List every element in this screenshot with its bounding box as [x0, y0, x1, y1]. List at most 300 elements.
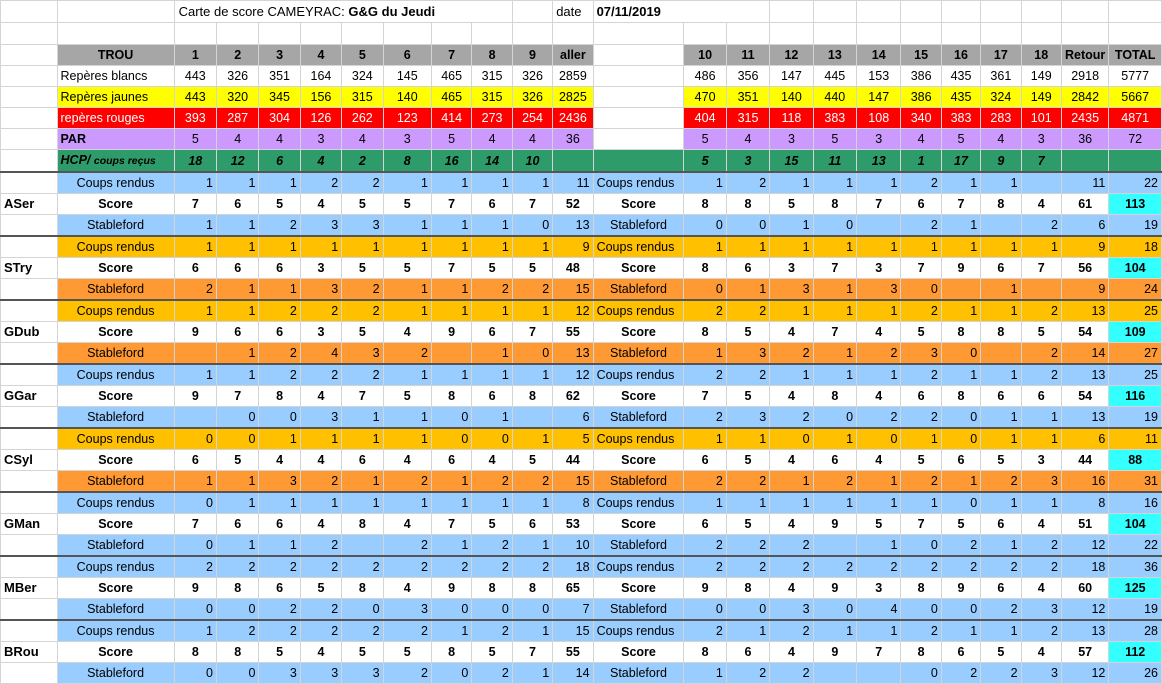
- coups-aller[interactable]: 12: [553, 364, 593, 386]
- coups-value[interactable]: 1: [512, 172, 552, 194]
- hcp-label[interactable]: [57, 150, 174, 173]
- tee-distance[interactable]: 273: [472, 108, 512, 129]
- empty-cell[interactable]: [342, 23, 383, 45]
- coups-value[interactable]: 1: [941, 364, 980, 386]
- stableford-label[interactable]: Stableford: [593, 279, 684, 301]
- stableford-value[interactable]: 1: [472, 215, 512, 237]
- coups-value[interactable]: 1: [472, 300, 512, 322]
- coups-value[interactable]: 2: [684, 364, 726, 386]
- stableford-value[interactable]: 1: [342, 471, 383, 493]
- stableford-value[interactable]: [512, 407, 552, 429]
- coups-value[interactable]: 1: [857, 300, 901, 322]
- coups-rendus-label[interactable]: Coups rendus: [57, 172, 174, 194]
- coups-value[interactable]: 1: [857, 364, 901, 386]
- stableford-value[interactable]: 0: [941, 407, 980, 429]
- tee-distance[interactable]: 147: [857, 87, 901, 108]
- tee-distance[interactable]: 361: [981, 66, 1021, 87]
- coups-value[interactable]: 1: [813, 300, 856, 322]
- par-aller[interactable]: 36: [553, 129, 593, 150]
- stableford-value[interactable]: [813, 663, 856, 684]
- stableford-value[interactable]: 2: [300, 471, 341, 493]
- stableford-total[interactable]: 19: [1109, 407, 1162, 429]
- coups-value[interactable]: 1: [383, 492, 431, 514]
- hcp-value[interactable]: 11: [813, 150, 856, 173]
- empty-cell[interactable]: [1061, 1, 1108, 23]
- tee-total[interactable]: 5777: [1109, 66, 1162, 87]
- stableford-value[interactable]: 2: [259, 343, 300, 365]
- empty-cell[interactable]: [1, 556, 58, 578]
- tee-distance[interactable]: 351: [726, 87, 769, 108]
- score-value[interactable]: 6: [941, 642, 980, 663]
- par-value[interactable]: 4: [472, 129, 512, 150]
- coups-value[interactable]: 2: [901, 300, 941, 322]
- score-value[interactable]: 7: [1021, 258, 1061, 279]
- hole-number[interactable]: 3: [259, 45, 300, 66]
- coups-value[interactable]: 2: [217, 556, 259, 578]
- stableford-value[interactable]: 1: [857, 471, 901, 493]
- empty-cell[interactable]: [1, 407, 58, 429]
- score-value[interactable]: 7: [813, 258, 856, 279]
- tee-total[interactable]: 4871: [1109, 108, 1162, 129]
- hole-number[interactable]: 13: [813, 45, 856, 66]
- score-value[interactable]: 9: [174, 578, 216, 599]
- empty-cell[interactable]: [813, 23, 856, 45]
- empty-cell[interactable]: [1109, 1, 1162, 23]
- tee-distance[interactable]: 153: [857, 66, 901, 87]
- stableford-value[interactable]: [981, 343, 1021, 365]
- stableford-value[interactable]: 2: [901, 215, 941, 237]
- stableford-value[interactable]: 0: [901, 535, 941, 557]
- score-value[interactable]: 7: [941, 194, 980, 215]
- coups-value[interactable]: 2: [300, 364, 341, 386]
- stableford-value[interactable]: 2: [383, 343, 431, 365]
- stableford-value[interactable]: 1: [941, 215, 980, 237]
- coups-value[interactable]: 0: [941, 492, 980, 514]
- coups-value[interactable]: 1: [217, 364, 259, 386]
- stableford-value[interactable]: 0: [217, 407, 259, 429]
- hole-number[interactable]: 4: [300, 45, 341, 66]
- score-value[interactable]: 7: [431, 514, 471, 535]
- empty-cell[interactable]: [1109, 150, 1162, 173]
- stableford-value[interactable]: 2: [472, 535, 512, 557]
- score-total[interactable]: 88: [1109, 450, 1162, 471]
- coups-value[interactable]: 0: [770, 428, 813, 450]
- coups-aller[interactable]: 18: [553, 556, 593, 578]
- tee-distance[interactable]: 315: [342, 87, 383, 108]
- stableford-value[interactable]: 2: [259, 215, 300, 237]
- score-aller[interactable]: 55: [553, 642, 593, 663]
- stableford-value[interactable]: 3: [1021, 471, 1061, 493]
- coups-value[interactable]: 1: [770, 172, 813, 194]
- coups-value[interactable]: 1: [901, 428, 941, 450]
- par-value[interactable]: 4: [981, 129, 1021, 150]
- coups-value[interactable]: 1: [174, 620, 216, 642]
- coups-value[interactable]: 1: [217, 236, 259, 258]
- score-aller[interactable]: 62: [553, 386, 593, 407]
- score-value[interactable]: 4: [300, 642, 341, 663]
- coups-value[interactable]: 1: [770, 492, 813, 514]
- player-name[interactable]: ASer: [1, 194, 58, 215]
- empty-cell[interactable]: [981, 1, 1021, 23]
- score-value[interactable]: 5: [726, 322, 769, 343]
- coups-value[interactable]: 1: [770, 364, 813, 386]
- coups-value[interactable]: 1: [383, 172, 431, 194]
- stableford-value[interactable]: 2: [174, 279, 216, 301]
- score-label[interactable]: Score: [57, 194, 174, 215]
- coups-value[interactable]: 1: [684, 236, 726, 258]
- score-label[interactable]: Score: [593, 386, 684, 407]
- score-value[interactable]: 4: [770, 514, 813, 535]
- score-value[interactable]: 6: [684, 450, 726, 471]
- empty-cell[interactable]: [512, 23, 552, 45]
- hole-number[interactable]: 15: [901, 45, 941, 66]
- tee-distance[interactable]: 108: [857, 108, 901, 129]
- hcp-value[interactable]: 17: [941, 150, 980, 173]
- tee-distance[interactable]: 324: [342, 66, 383, 87]
- stableford-retour[interactable]: 6: [1061, 215, 1108, 237]
- coups-value[interactable]: 1: [217, 172, 259, 194]
- empty-cell[interactable]: [1, 279, 58, 301]
- stableford-value[interactable]: 1: [941, 471, 980, 493]
- stableford-value[interactable]: 2: [383, 535, 431, 557]
- score-label[interactable]: Score: [593, 514, 684, 535]
- stableford-value[interactable]: 3: [300, 407, 341, 429]
- coups-rendus-label[interactable]: Coups rendus: [57, 300, 174, 322]
- stableford-label[interactable]: Stableford: [593, 471, 684, 493]
- stableford-value[interactable]: 2: [383, 471, 431, 493]
- coups-value[interactable]: 1: [431, 300, 471, 322]
- coups-value[interactable]: 2: [770, 620, 813, 642]
- hole-number[interactable]: 11: [726, 45, 769, 66]
- hcp-value[interactable]: 7: [1021, 150, 1061, 173]
- stableford-value[interactable]: 2: [901, 471, 941, 493]
- hole-number[interactable]: 7: [431, 45, 471, 66]
- stableford-value[interactable]: 0: [512, 343, 552, 365]
- stableford-value[interactable]: 1: [383, 215, 431, 237]
- stableford-value[interactable]: 1: [981, 407, 1021, 429]
- score-aller[interactable]: 44: [553, 450, 593, 471]
- score-value[interactable]: 4: [770, 386, 813, 407]
- par-value[interactable]: 5: [684, 129, 726, 150]
- stableford-value[interactable]: 1: [770, 471, 813, 493]
- score-value[interactable]: 9: [813, 578, 856, 599]
- coups-value[interactable]: 1: [857, 236, 901, 258]
- score-value[interactable]: 5: [901, 450, 941, 471]
- stableford-value[interactable]: 2: [813, 471, 856, 493]
- score-value[interactable]: 4: [1021, 514, 1061, 535]
- hole-number[interactable]: 8: [472, 45, 512, 66]
- coups-value[interactable]: 1: [813, 492, 856, 514]
- coups-value[interactable]: 2: [174, 556, 216, 578]
- score-total[interactable]: 104: [1109, 514, 1162, 535]
- coups-rendus-label[interactable]: Coups rendus: [593, 556, 684, 578]
- coups-value[interactable]: 2: [1021, 364, 1061, 386]
- score-value[interactable]: 7: [431, 258, 471, 279]
- coups-value[interactable]: 1: [981, 364, 1021, 386]
- stableford-value[interactable]: 3: [259, 663, 300, 684]
- score-value[interactable]: 3: [300, 258, 341, 279]
- score-value[interactable]: 4: [857, 322, 901, 343]
- coups-value[interactable]: 2: [342, 556, 383, 578]
- stableford-value[interactable]: 0: [813, 215, 856, 237]
- score-value[interactable]: 8: [259, 386, 300, 407]
- score-value[interactable]: 4: [300, 194, 341, 215]
- stableford-value[interactable]: 2: [1021, 535, 1061, 557]
- stableford-value[interactable]: [941, 279, 980, 301]
- empty-cell[interactable]: [1, 66, 58, 87]
- tee-distance[interactable]: 149: [1021, 87, 1061, 108]
- score-value[interactable]: 4: [770, 578, 813, 599]
- tee-distance[interactable]: 383: [813, 108, 856, 129]
- coups-value[interactable]: 0: [174, 428, 216, 450]
- score-value[interactable]: 6: [901, 386, 941, 407]
- stableford-value[interactable]: 0: [813, 407, 856, 429]
- par-value[interactable]: 4: [726, 129, 769, 150]
- stableford-retour[interactable]: 12: [1061, 663, 1108, 684]
- coups-value[interactable]: 0: [857, 428, 901, 450]
- coups-value[interactable]: 1: [259, 492, 300, 514]
- coups-value[interactable]: 1: [174, 172, 216, 194]
- stableford-value[interactable]: 1: [217, 279, 259, 301]
- coups-aller[interactable]: 11: [553, 172, 593, 194]
- date-value[interactable]: 07/11/2019: [593, 1, 770, 23]
- stableford-value[interactable]: 0: [174, 599, 216, 621]
- score-value[interactable]: 6: [472, 322, 512, 343]
- stableford-label[interactable]: Stableford: [57, 407, 174, 429]
- empty-cell[interactable]: [593, 66, 684, 87]
- stableford-value[interactable]: 2: [1021, 215, 1061, 237]
- stableford-value[interactable]: 3: [259, 471, 300, 493]
- coups-value[interactable]: 1: [472, 364, 512, 386]
- empty-cell[interactable]: [300, 23, 341, 45]
- coups-value[interactable]: 1: [383, 300, 431, 322]
- score-value[interactable]: 8: [431, 642, 471, 663]
- coups-value[interactable]: 1: [431, 620, 471, 642]
- stableford-aller[interactable]: 14: [553, 663, 593, 684]
- stableford-value[interactable]: 1: [813, 279, 856, 301]
- tee-distance[interactable]: 156: [300, 87, 341, 108]
- tee-distance[interactable]: 486: [684, 66, 726, 87]
- coups-aller[interactable]: 8: [553, 492, 593, 514]
- coups-retour[interactable]: 18: [1061, 556, 1108, 578]
- score-aller[interactable]: 48: [553, 258, 593, 279]
- score-value[interactable]: 9: [813, 514, 856, 535]
- score-value[interactable]: 8: [726, 194, 769, 215]
- coups-total[interactable]: 28: [1109, 620, 1162, 642]
- score-retour[interactable]: 54: [1061, 322, 1108, 343]
- score-total[interactable]: 109: [1109, 322, 1162, 343]
- stableford-label[interactable]: Stableford: [57, 663, 174, 684]
- coups-value[interactable]: 1: [472, 492, 512, 514]
- coups-value[interactable]: 1: [512, 236, 552, 258]
- coups-value[interactable]: 2: [259, 300, 300, 322]
- coups-value[interactable]: 1: [1021, 428, 1061, 450]
- stableford-value[interactable]: 1: [431, 535, 471, 557]
- player-name[interactable]: GDub: [1, 322, 58, 343]
- stableford-value[interactable]: 2: [300, 599, 341, 621]
- stableford-value[interactable]: 2: [684, 471, 726, 493]
- coups-value[interactable]: 2: [901, 556, 941, 578]
- stableford-value[interactable]: 1: [684, 663, 726, 684]
- score-value[interactable]: 6: [217, 194, 259, 215]
- hole-number[interactable]: 9: [512, 45, 552, 66]
- tee-distance[interactable]: 315: [726, 108, 769, 129]
- coups-value[interactable]: 2: [259, 620, 300, 642]
- coups-value[interactable]: 2: [726, 172, 769, 194]
- empty-cell[interactable]: [941, 1, 980, 23]
- coups-value[interactable]: 1: [726, 428, 769, 450]
- stableford-value[interactable]: [857, 215, 901, 237]
- stableford-label[interactable]: Stableford: [593, 407, 684, 429]
- tee-distance[interactable]: 340: [901, 108, 941, 129]
- score-value[interactable]: 7: [512, 194, 552, 215]
- score-value[interactable]: 4: [1021, 578, 1061, 599]
- stableford-value[interactable]: 0: [174, 663, 216, 684]
- stableford-value[interactable]: 2: [383, 663, 431, 684]
- score-aller[interactable]: 55: [553, 322, 593, 343]
- stableford-value[interactable]: 2: [726, 471, 769, 493]
- score-value[interactable]: 5: [726, 386, 769, 407]
- empty-cell[interactable]: [553, 150, 593, 173]
- score-value[interactable]: 9: [174, 386, 216, 407]
- coups-value[interactable]: 1: [901, 236, 941, 258]
- stableford-value[interactable]: 0: [431, 663, 471, 684]
- score-value[interactable]: 6: [259, 514, 300, 535]
- coups-value[interactable]: 1: [259, 428, 300, 450]
- score-value[interactable]: 6: [217, 514, 259, 535]
- stableford-value[interactable]: 1: [981, 535, 1021, 557]
- stableford-value[interactable]: 3: [901, 343, 941, 365]
- stableford-value[interactable]: 2: [512, 471, 552, 493]
- score-value[interactable]: 5: [259, 194, 300, 215]
- score-value[interactable]: 5: [342, 258, 383, 279]
- stableford-value[interactable]: 3: [300, 663, 341, 684]
- coups-rendus-label[interactable]: Coups rendus: [593, 236, 684, 258]
- score-value[interactable]: 9: [813, 642, 856, 663]
- score-value[interactable]: 6: [342, 450, 383, 471]
- score-value[interactable]: 5: [383, 642, 431, 663]
- stableford-value[interactable]: 2: [472, 471, 512, 493]
- score-value[interactable]: 6: [174, 258, 216, 279]
- score-value[interactable]: 6: [472, 386, 512, 407]
- tee-distance[interactable]: 465: [431, 66, 471, 87]
- stableford-value[interactable]: 1: [512, 535, 552, 557]
- score-value[interactable]: 9: [684, 578, 726, 599]
- tee-distance[interactable]: 118: [770, 108, 813, 129]
- score-value[interactable]: 6: [941, 450, 980, 471]
- coups-value[interactable]: 1: [813, 428, 856, 450]
- coups-total[interactable]: 22: [1109, 172, 1162, 194]
- coups-value[interactable]: 1: [726, 492, 769, 514]
- tee-distance[interactable]: 123: [383, 108, 431, 129]
- stableford-value[interactable]: 0: [174, 535, 216, 557]
- coups-value[interactable]: 1: [981, 172, 1021, 194]
- stableford-value[interactable]: 1: [813, 343, 856, 365]
- stableford-value[interactable]: 1: [217, 471, 259, 493]
- score-total[interactable]: 113: [1109, 194, 1162, 215]
- empty-cell[interactable]: [941, 23, 980, 45]
- coups-value[interactable]: 1: [431, 172, 471, 194]
- score-value[interactable]: 4: [770, 642, 813, 663]
- tee-distance[interactable]: 445: [813, 66, 856, 87]
- empty-cell[interactable]: [383, 23, 431, 45]
- stableford-value[interactable]: 3: [342, 663, 383, 684]
- coups-value[interactable]: 2: [217, 620, 259, 642]
- coups-rendus-label[interactable]: Coups rendus: [593, 428, 684, 450]
- stableford-value[interactable]: 0: [726, 215, 769, 237]
- coups-retour[interactable]: 13: [1061, 620, 1108, 642]
- coups-value[interactable]: 1: [981, 428, 1021, 450]
- score-value[interactable]: 8: [684, 194, 726, 215]
- score-value[interactable]: 6: [684, 514, 726, 535]
- hcp-value[interactable]: 6: [259, 150, 300, 173]
- empty-cell[interactable]: [1021, 1, 1061, 23]
- score-value[interactable]: 8: [981, 322, 1021, 343]
- empty-cell[interactable]: [1, 471, 58, 493]
- empty-cell[interactable]: [813, 1, 856, 23]
- hole-number[interactable]: 16: [941, 45, 980, 66]
- tee-distance[interactable]: 145: [383, 66, 431, 87]
- tee-distance[interactable]: 393: [174, 108, 216, 129]
- score-value[interactable]: 3: [300, 322, 341, 343]
- coups-value[interactable]: 1: [383, 364, 431, 386]
- empty-cell[interactable]: [1021, 23, 1061, 45]
- coups-value[interactable]: 1: [431, 364, 471, 386]
- par-value[interactable]: 4: [342, 129, 383, 150]
- coups-value[interactable]: 2: [300, 556, 341, 578]
- score-value[interactable]: 6: [726, 642, 769, 663]
- par-value[interactable]: 5: [174, 129, 216, 150]
- coups-value[interactable]: 1: [259, 236, 300, 258]
- stableford-aller[interactable]: 15: [553, 279, 593, 301]
- score-value[interactable]: 4: [300, 514, 341, 535]
- empty-cell[interactable]: [726, 23, 769, 45]
- score-value[interactable]: 5: [726, 450, 769, 471]
- stableford-value[interactable]: 1: [472, 407, 512, 429]
- score-value[interactable]: 6: [512, 514, 552, 535]
- score-value[interactable]: 8: [342, 578, 383, 599]
- stableford-label[interactable]: Stableford: [57, 471, 174, 493]
- retour-header[interactable]: Retour: [1061, 45, 1108, 66]
- score-value[interactable]: 7: [901, 514, 941, 535]
- score-label[interactable]: Score: [57, 450, 174, 471]
- coups-retour[interactable]: 8: [1061, 492, 1108, 514]
- coups-value[interactable]: 1: [217, 300, 259, 322]
- score-value[interactable]: 3: [1021, 450, 1061, 471]
- score-value[interactable]: 5: [472, 642, 512, 663]
- score-value[interactable]: 4: [857, 386, 901, 407]
- score-value[interactable]: 3: [857, 578, 901, 599]
- coups-value[interactable]: 1: [941, 172, 980, 194]
- coups-value[interactable]: 1: [512, 620, 552, 642]
- stableford-value[interactable]: [813, 535, 856, 557]
- coups-retour[interactable]: 6: [1061, 428, 1108, 450]
- tee-distance[interactable]: 254: [512, 108, 552, 129]
- score-value[interactable]: 6: [217, 258, 259, 279]
- stableford-value[interactable]: 2: [300, 535, 341, 557]
- stableford-value[interactable]: 0: [901, 663, 941, 684]
- coups-value[interactable]: 1: [300, 428, 341, 450]
- tee-aller[interactable]: 2436: [553, 108, 593, 129]
- score-value[interactable]: 4: [857, 450, 901, 471]
- hole-number[interactable]: 1: [174, 45, 216, 66]
- coups-rendus-label[interactable]: Coups rendus: [57, 364, 174, 386]
- par-value[interactable]: 3: [857, 129, 901, 150]
- stableford-value[interactable]: 2: [684, 407, 726, 429]
- score-value[interactable]: 5: [981, 450, 1021, 471]
- coups-value[interactable]: 2: [342, 172, 383, 194]
- tee-distance[interactable]: 435: [941, 87, 980, 108]
